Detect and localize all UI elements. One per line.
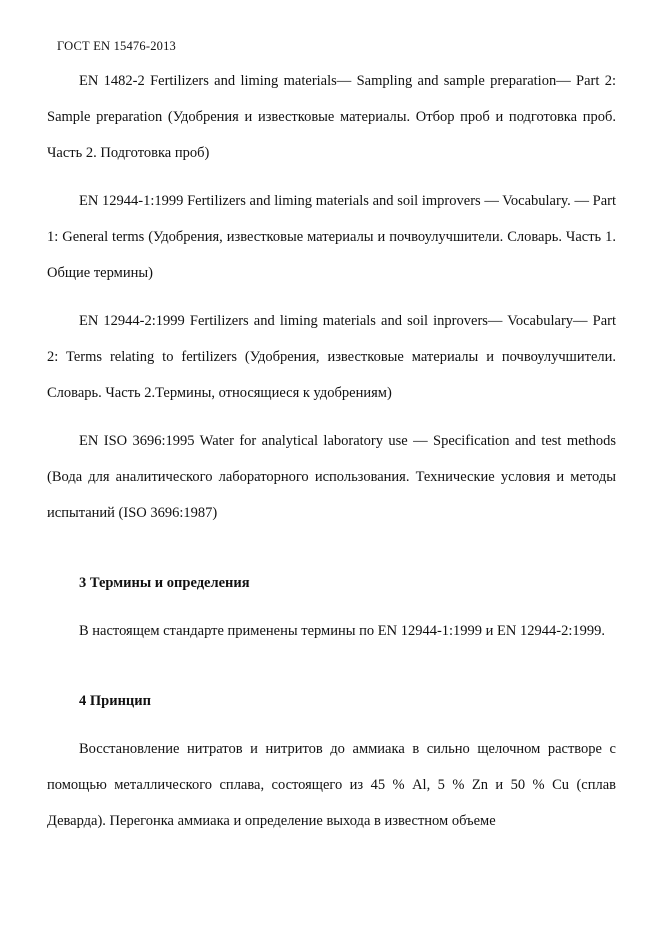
reference-en-1482-2: EN 1482-2 Fertilizers and liming materials— Sampling and sample preparation— Part 2: Sample preparation (Удобрения и известковые материалы. Отбор проб и подготовка проб. Часть 2. Подготовка проб) — [47, 73, 616, 161]
document-body — [47, 63, 616, 839]
reference-en-iso-3696: EN ISO 3696:1995 Water for analytical laboratory use — Specification and test methods (Вода для аналитического лабораторного использования. Технические условия и методы испытаний (ISO 3696:1987) — [47, 433, 616, 521]
section-4-heading: 4 Принцип — [79, 693, 151, 709]
page-header-standard-code: ГОСТ EN 15476-2013 — [57, 39, 176, 53]
section-3-heading: 3 Термины и определения — [79, 575, 250, 591]
reference-en-12944-1: EN 12944-1:1999 Fertilizers and liming materials and soil improvers — Vocabulary. — Part 1: General terms (Удобрения, известковые материалы и почвоулучшители. Словарь. Часть 1. Общие термины) — [47, 193, 616, 281]
reference-en-12944-2: EN 12944-2:1999 Fertilizers and liming materials and soil inprovers— Vocabulary— Part 2: Terms relating to fertilizers (Удобрения, известковые материалы и почвоулучшители. Словарь. Часть 2.Термины, относящиеся к удобрениям) — [47, 313, 616, 401]
section-3-text: В настоящем стандарте применены термины по EN 12944-1:1999 и EN 12944-2:1999. — [79, 623, 605, 639]
section-4-text: Восстановление нитратов и нитритов до аммиака в сильно щелочном растворе с помощью металлического сплава, состоящего из 45 % Al, 5 % Zn и 50 % Cu (сплав Деварда). Перегонка аммиака и определение выхода в известном объеме — [47, 741, 616, 829]
